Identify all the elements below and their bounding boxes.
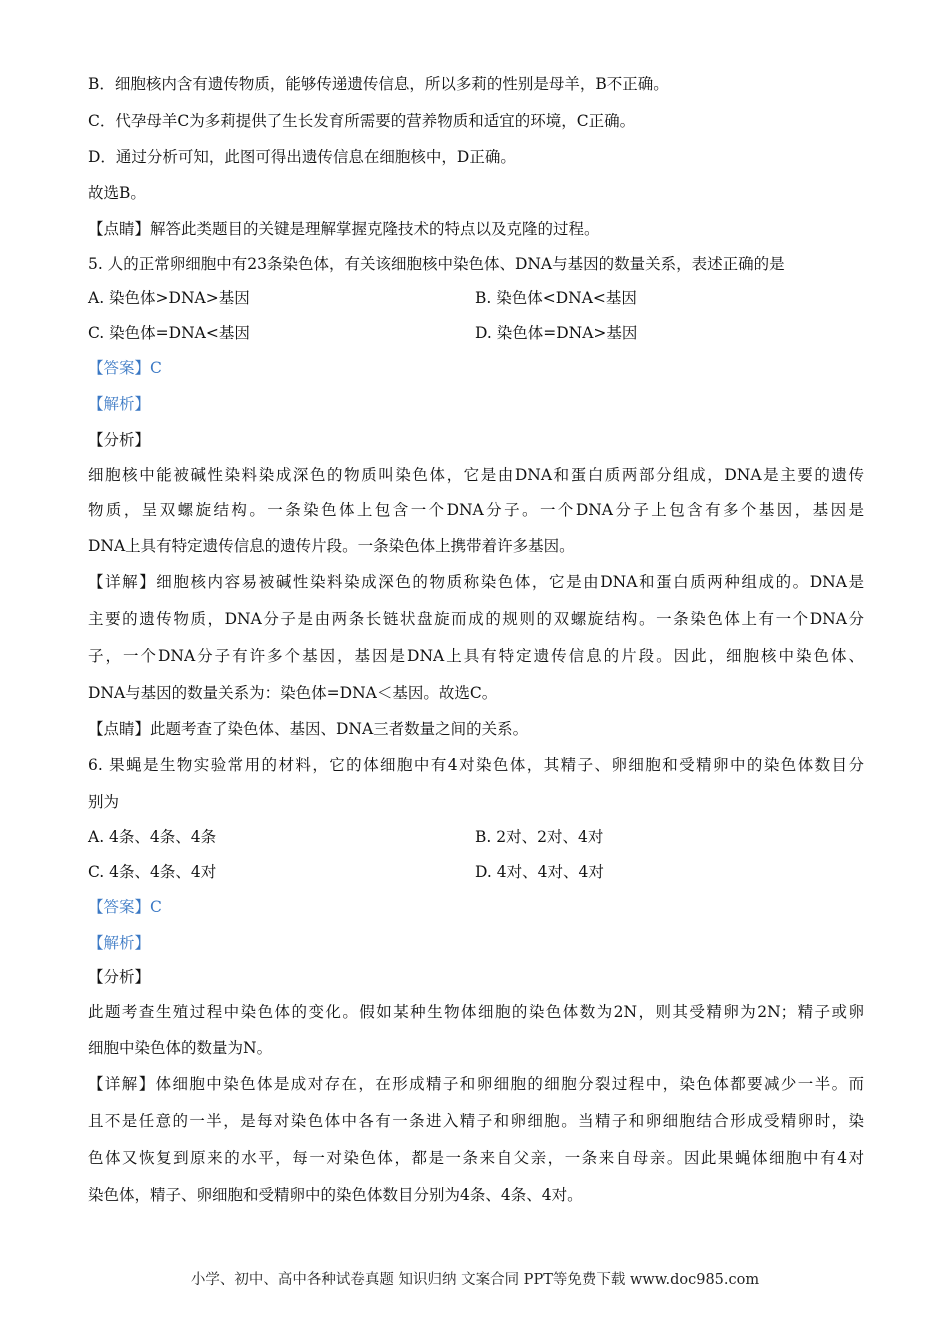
text-line: 细胞中染色体的数量为N。 [88,1039,273,1057]
option-c: C. 染色体=DNA<基因 [88,324,250,342]
text-line: B．细胞核内含有遗传物质，能够传递遗传信息，所以多莉的性别是母羊，B不正确。 [88,75,669,93]
text-line: 染色体，精子、卵细胞和受精卵中的染色体数目分别为4条、4条、4对。 [88,1186,583,1204]
text-line: 主要的遗传物质，DNA分子是由两条长链状盘旋而成的规则的双螺旋结构。一条染色体上有一个DNA分 [88,610,864,628]
text-line: 细胞核中能被碱性染料染成深色的物质叫染色体，它是由DNA和蛋白质两部分组成，DNA是主要的遗传 [88,466,864,484]
text-line: 子，一个DNA分子有许多个基因，基因是DNA上具有特定遗传信息的片段。因此，细胞核中染色体、 [88,647,864,665]
question-5: 5. 人的正常卵细胞中有23条染色体，有关该细胞核中染色体、DNA与基因的数量关系，表述正确的是 [88,255,785,273]
analysis-label: 【解析】 [88,395,151,413]
option-c: C. 4条、4条、4对 [88,863,217,881]
analysis-label: 【解析】 [88,934,151,952]
text-line: 且不是任意的一半，是每对染色体中各有一条进入精子和卵细胞。当精子和卵细胞结合形成受精卵时，染 [88,1112,864,1130]
text-line: DNA与基因的数量关系为：染色体=DNA＜基因。故选C。 [88,684,498,702]
comment-line: 【点睛】此题考查了染色体、基因、DNA三者数量之间的关系。 [88,720,529,738]
text-line: DNA上具有特定遗传信息的遗传片段。一条染色体上携带着许多基因。 [88,537,575,555]
option-d: D. 染色体=DNA>基因 [475,324,638,342]
text-line: C．代孕母羊C为多莉提供了生长发育所需要的营养物质和适宜的环境，C正确。 [88,112,636,130]
option-a: A. 4条、4条、4条 [88,828,217,846]
text-line: 【详解】体细胞中染色体是成对存在，在形成精子和卵细胞的细胞分裂过程中，染色体都要减少一半。而 [88,1075,864,1093]
page-footer: 小学、初中、高中各种试卷真题 知识归纳 文案合同 PPT等免费下载 www.doc985.com [190,1272,760,1288]
question-6-cont: 别为 [88,793,120,811]
text-line: 【详解】细胞核内容易被碱性染料染成深色的物质称染色体，它是由DNA和蛋白质两种组成的。DNA是 [88,573,864,591]
text-line: 此题考查生殖过程中染色体的变化。假如某种生物体细胞的染色体数为2N，则其受精卵为2N；精子或卵 [88,1003,864,1021]
option-d: D. 4对、4对、4对 [475,863,604,881]
option-b: B. 染色体<DNA<基因 [475,289,637,307]
comment-line: 【点睛】解答此类题目的关键是理解掌握克隆技术的特点以及克隆的过程。 [88,220,600,238]
option-b: B. 2对、2对、4对 [475,828,604,846]
text-line: D．通过分析可知，此图可得出遗传信息在细胞核中，D正确。 [88,148,516,166]
option-a: A. 染色体>DNA>基因 [88,289,250,307]
section-heading: 【分析】 [88,431,151,449]
section-heading: 【分析】 [88,968,151,986]
question-6: 6. 果蝇是生物实验常用的材料，它的体细胞中有4对染色体，其精子、卵细胞和受精卵中的染色体数目分 [88,756,864,774]
text-line: 物质，呈双螺旋结构。一条染色体上包含一个DNA分子。一个DNA分子上包含有多个基因，基因是 [88,501,864,519]
answer-label: 【答案】C [88,898,162,916]
text-line: 故选B。 [88,184,146,202]
answer-label: 【答案】C [88,359,162,377]
text-line: 色体又恢复到原来的水平，每一对染色体，都是一条来自父亲，一条来自母亲。因此果蝇体细胞中有4对 [88,1149,864,1167]
